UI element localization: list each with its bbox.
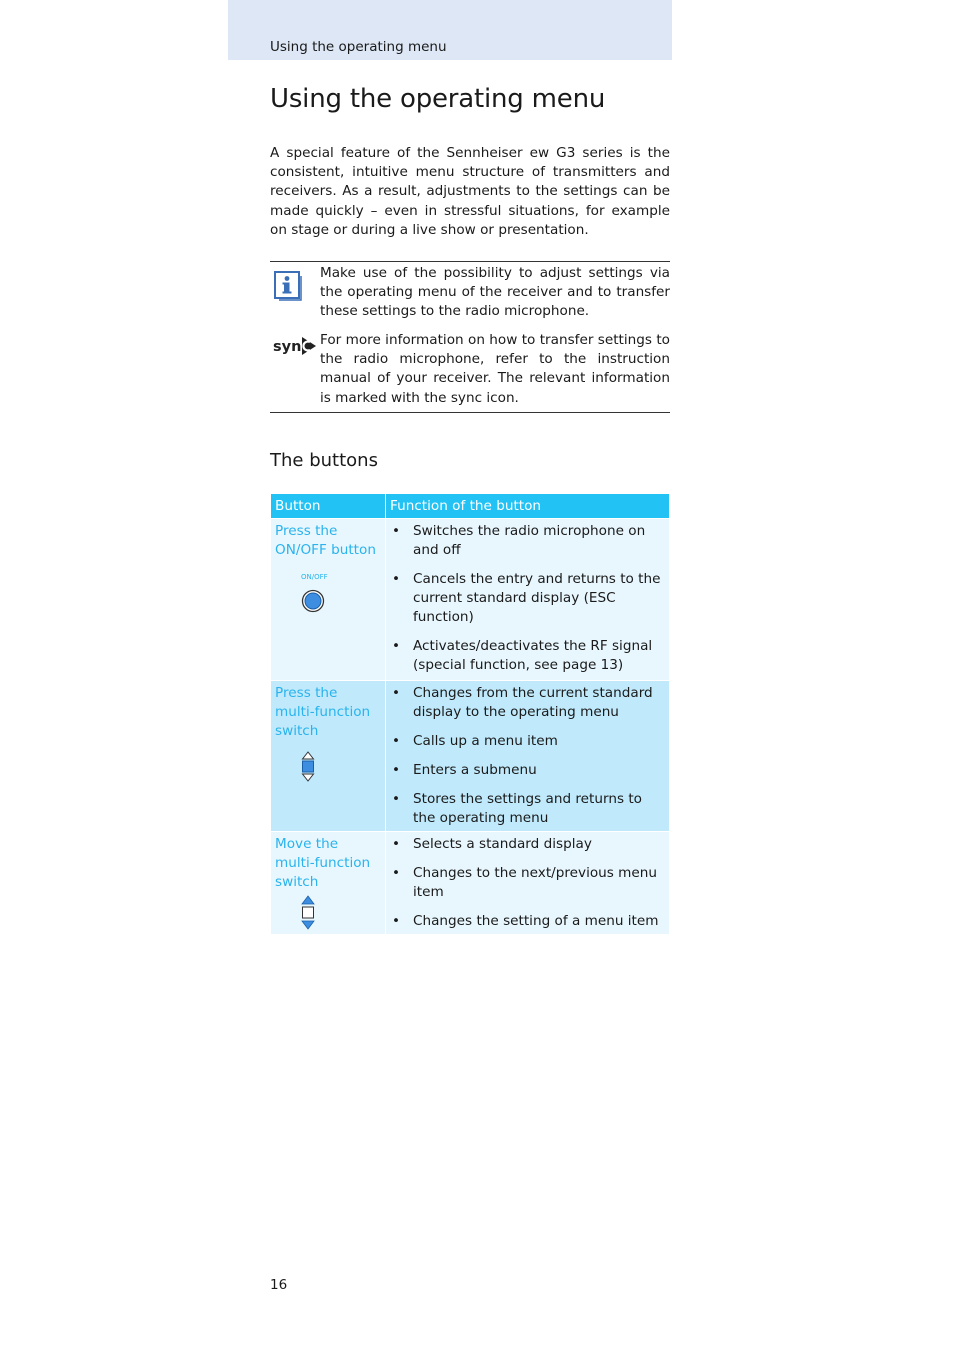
function-cell [386,519,669,680]
table-row [271,519,669,680]
multi-function-switch-move-icon [301,895,315,931]
info-icon [273,270,303,302]
notes-box [270,261,670,413]
list-item: • Stores the settings and returns to the operating menu [390,790,665,828]
list-item: • Switches the radio microphone on and off [390,522,665,560]
function-cell [386,832,669,934]
column-header-button: Button [271,494,385,518]
button-cell [271,832,385,934]
page-number: 16 [270,1277,288,1293]
section-title: The buttons [270,450,378,471]
sync-icon [272,333,318,359]
buttons-table [270,493,670,935]
function-list [390,684,665,828]
button-cell [271,681,385,831]
on-off-button-icon [301,589,325,613]
button-name: Move the multi-function switch [275,836,371,890]
table-row [271,832,669,934]
page-title: Using the operating menu [270,84,606,114]
multi-function-switch-press-icon [301,751,315,785]
function-list [390,522,665,675]
sync-note-text: For more information on how to transfer settings to the radio microphone, refer to the instruction manual of your receiver. The relevant information is marked with the sync icon. [320,332,670,406]
function-cell [386,681,669,831]
running-header: Using the operating menu [270,39,447,55]
info-note-text: Make use of the possibility to adjust settings via the operating menu of the receiver and to transfer these settings to the radio microphone. [320,265,670,320]
intro-paragraph: A special feature of the Sennheiser ew G3 series is the consistent, intuitive menu structure of transmitters and receivers. As a result, adjustments to the settings can be made quickly – even in stressful situations, for example on stage or during a live show or presentation. [270,145,670,238]
function-list [390,835,665,931]
on-off-label: ON/OFF [301,573,328,581]
list-item: • Changes the setting of a menu item [390,912,665,931]
button-cell [271,519,385,680]
table-header-row [271,494,669,518]
list-item: • Enters a submenu [390,761,665,780]
list-item: • Cancels the entry and returns to the current standard display (ESC function) [390,570,665,627]
sync-icon-text: syn [273,339,302,355]
table-row [271,681,669,831]
list-item: • Activates/deactivates the RF signal (special function, see page 13) [390,637,665,675]
button-name: Press the ON/OFF button [275,523,376,558]
list-item: • Changes from the current standard display to the operating menu [390,684,665,722]
list-item: • Changes to the next/previous menu item [390,864,665,902]
button-name: Press the multi-function switch [275,685,371,739]
column-header-function: Function of the button [386,494,669,518]
list-item: • Calls up a menu item [390,732,665,751]
list-item: • Selects a standard display [390,835,665,854]
